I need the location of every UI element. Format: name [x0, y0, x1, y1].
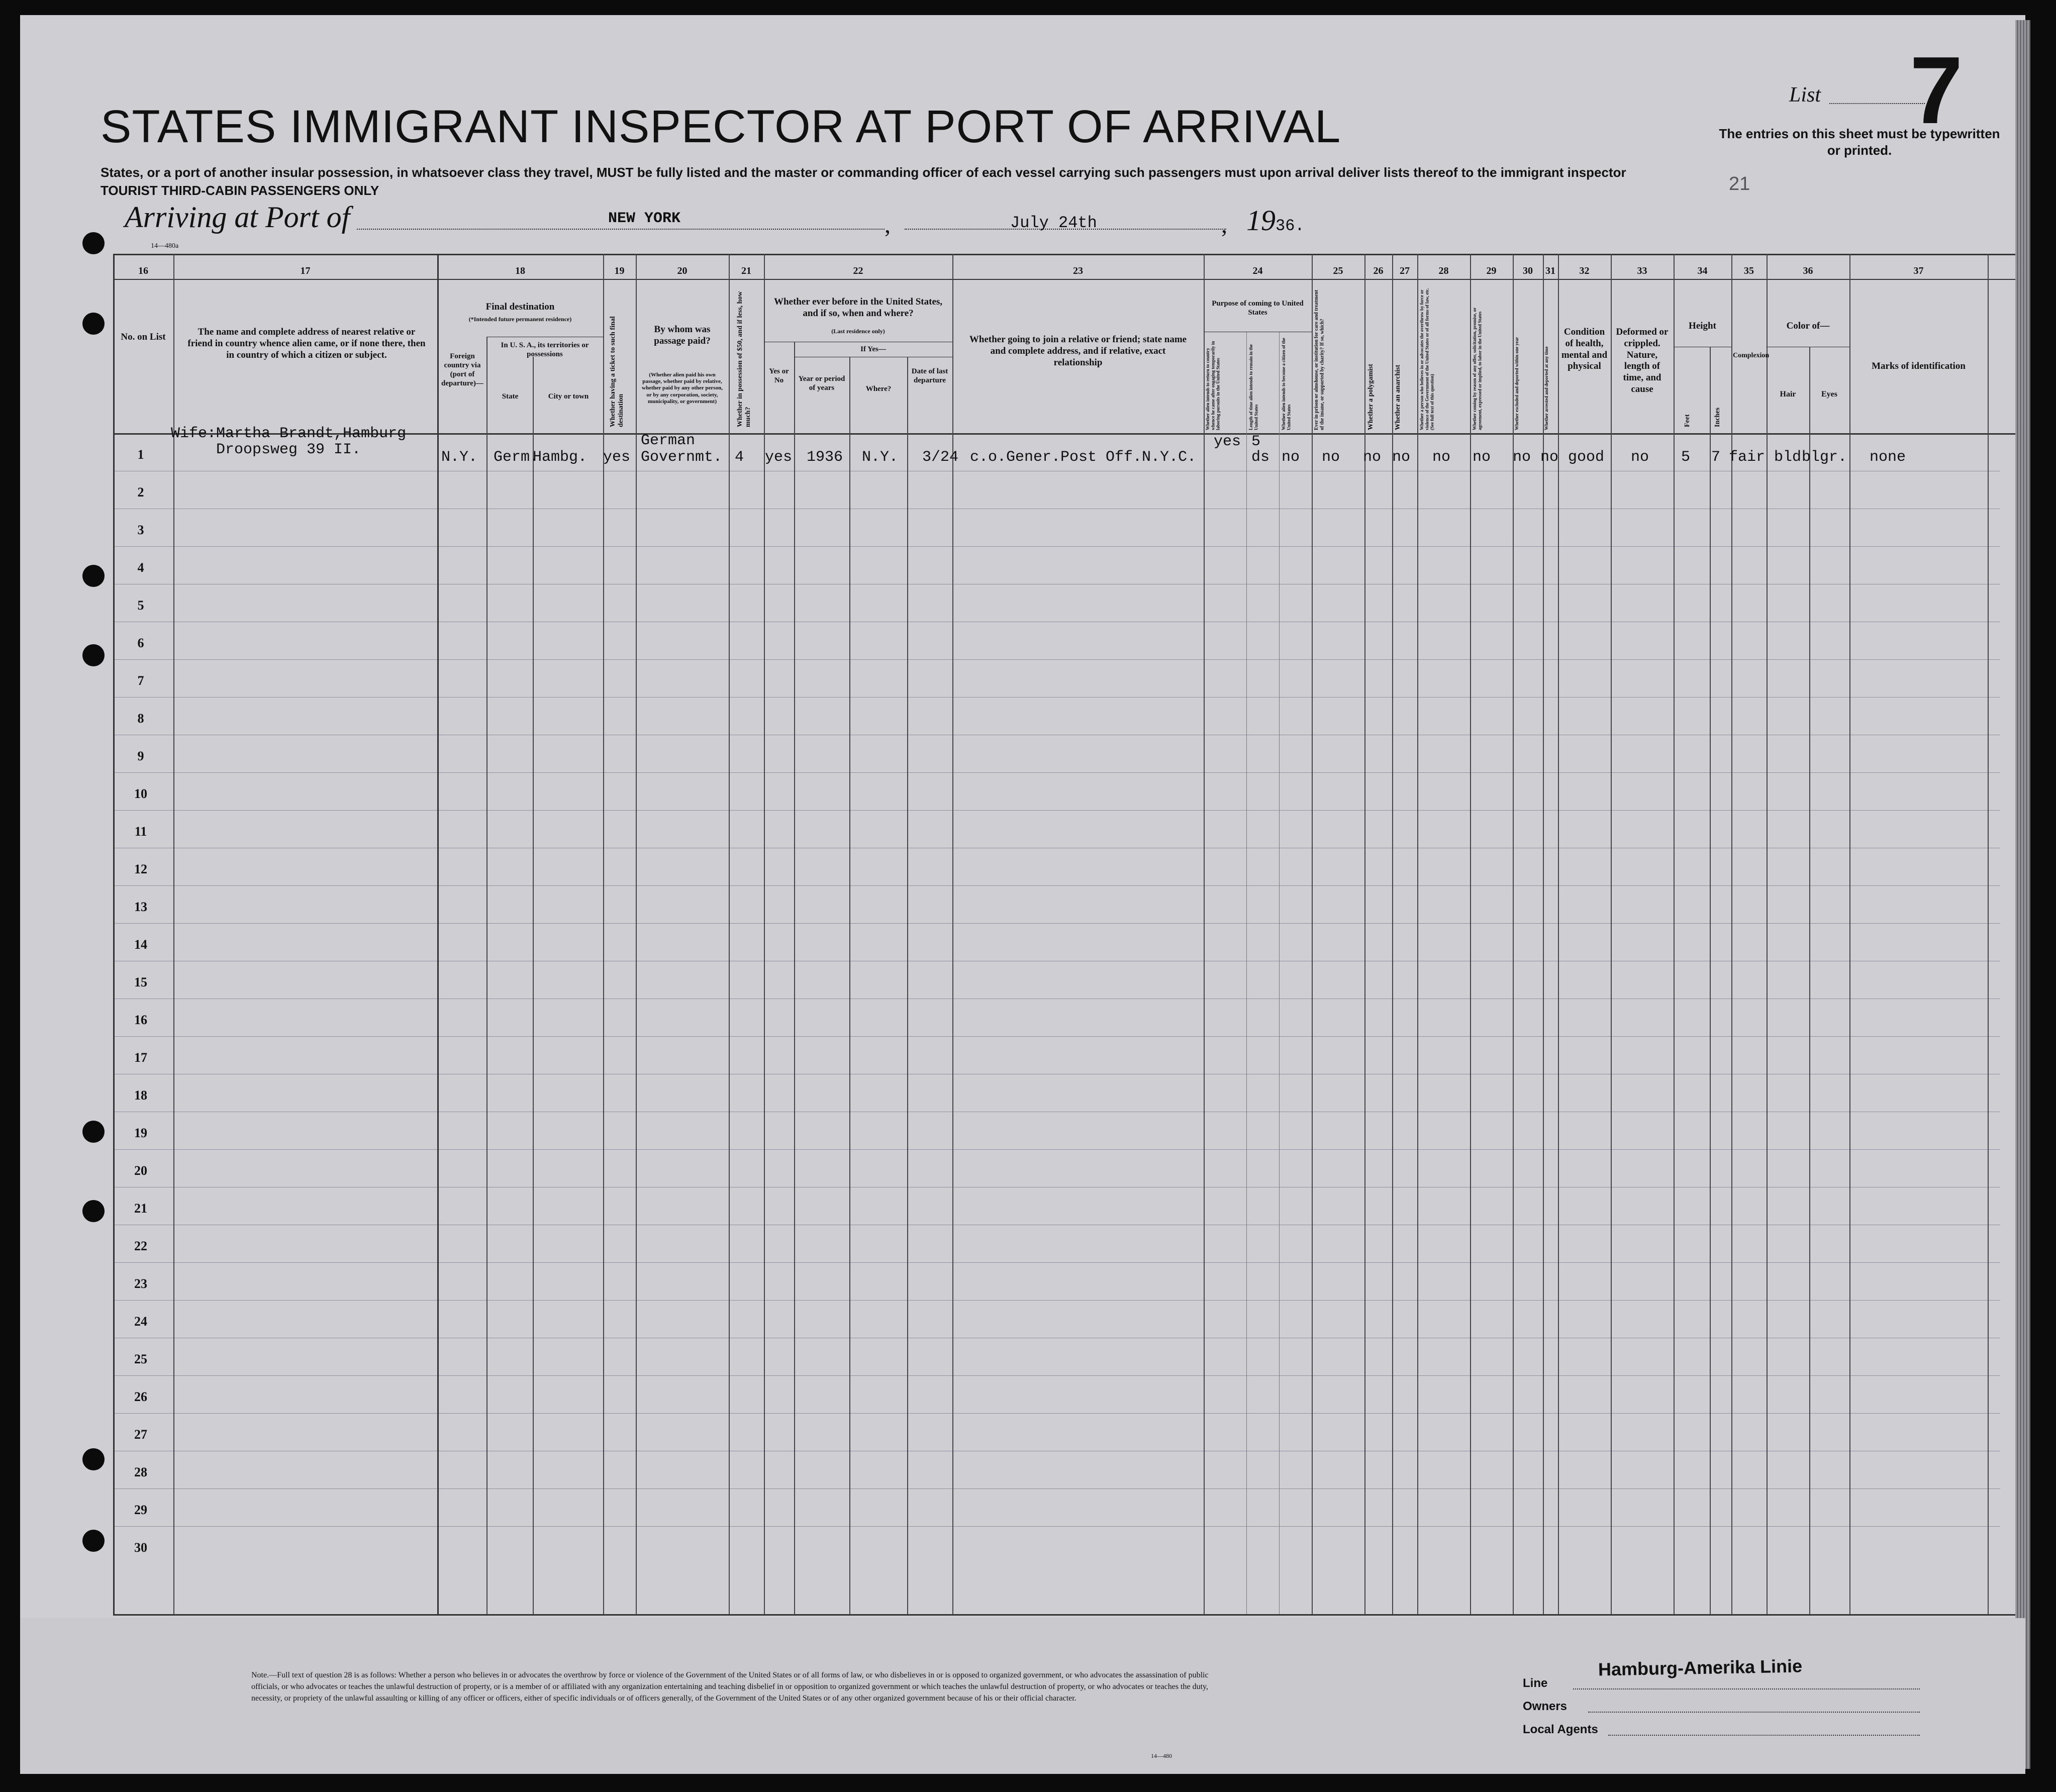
- year-prefix: 19: [1246, 204, 1276, 237]
- row-number: 8: [137, 711, 144, 726]
- owners-underline: [1588, 1712, 1920, 1713]
- cell-year: 1936: [807, 449, 843, 466]
- header-offer: Whether coming by reason of any offer, solicitation, promise, or agreement, expressed or implied, to labor in the United States: [1472, 308, 1483, 430]
- question-28-note: Note.—Full text of question 28 is as follows: Whether a person who believes in or advocates the overthrow by force or violence of the Government of the United States or of all forms of law, or who disbelieves in or is opposed to organized government, or who advocates the assassination of public officials, or who advocates or teaches the unlawful destruction of property, or is a member of or affiliated with any organization entertaining and teaching disbelief in or opposition to organized government or which teaches the unlawful destruction of property, or who advocates or teaches the duty, necessity, or propriety of the unlawful assaulting or killing of any officer or officers, either of specific individuals or of officers generally, of the Government of the United States or of any other organized government because of his or their official character.: [251, 1671, 1209, 1703]
- header-inches: Inches: [1714, 408, 1721, 427]
- cell-purpose-return: yes: [1214, 433, 1241, 450]
- header-height: Height: [1689, 321, 1716, 331]
- row-number: 2: [137, 485, 144, 500]
- passenger-class: TOURIST THIRD-CABIN PASSENGERS ONLY: [101, 183, 379, 198]
- cell-anarchist: no: [1392, 449, 1411, 466]
- row-number: 18: [134, 1088, 147, 1103]
- cell-offer: no: [1473, 449, 1491, 466]
- col-border: [1809, 347, 1810, 1614]
- col-border: [907, 357, 908, 1614]
- header-nearest-relative: The name and complete address of nearest relative or friend in country whence alien came, or if none there, then in country of which a citizen or subject.: [187, 327, 426, 360]
- row-number: 11: [134, 824, 147, 839]
- col-border: [794, 342, 795, 1614]
- col-number: 25: [1333, 265, 1343, 276]
- cell-eyes: blgr.: [1802, 449, 1847, 466]
- year-suffix: 36.: [1276, 217, 1305, 235]
- header-last-departure: Date of last departure: [911, 367, 948, 384]
- col-number: 32: [1579, 265, 1590, 276]
- separator: ,: [885, 212, 891, 238]
- col-border: [1204, 254, 1205, 1614]
- col-border: [173, 254, 174, 1614]
- row-number: 15: [134, 975, 147, 989]
- header-yes-or-no: Yes or No: [769, 367, 789, 384]
- punch-hole-icon: [82, 644, 105, 666]
- row-number: 27: [134, 1427, 147, 1442]
- instructions-text: States, or a port of another insular possession, in whatsoever class they travel, MUST be fully listed and the master or commanding officer of each vessel carrying such passengers must upon arrival deliver lists thereof to the immigrant inspector: [101, 165, 1626, 180]
- col-number: 21: [741, 265, 751, 276]
- row-line: [113, 1375, 2000, 1376]
- row-number: 24: [134, 1314, 147, 1329]
- row-number: 9: [137, 749, 144, 763]
- col-border: [1246, 332, 1247, 1614]
- row-line: [113, 1036, 2000, 1037]
- cell-ticket: yes: [603, 449, 631, 466]
- row-number: 30: [134, 1540, 147, 1555]
- col-number: 36: [1803, 265, 1813, 276]
- typewritten-note: The entries on this sheet must be typewritten or printed.: [1719, 126, 2000, 158]
- col-number: 34: [1697, 265, 1708, 276]
- cell-deported: no: [1540, 449, 1559, 466]
- col-number: 19: [614, 265, 625, 276]
- punch-hole-icon: [82, 313, 105, 335]
- cell-joining: c.o.Gener.Post Off.N.Y.C.: [970, 449, 1197, 466]
- header-final-destination-sub: (*Intended future permanent residence): [468, 316, 572, 323]
- punch-hole-icon: [82, 1200, 105, 1222]
- row-number: 7: [137, 673, 144, 688]
- header-color: Color of—: [1786, 321, 1830, 331]
- row-number: 21: [134, 1201, 147, 1216]
- row-number: 3: [137, 523, 144, 537]
- page-title: STATES IMMIGRANT INSPECTOR AT PORT OF ARRIVAL: [101, 101, 1341, 152]
- cell-citizen: no: [1282, 449, 1300, 466]
- row-number: 13: [134, 900, 147, 914]
- header-purpose: Purpose of coming to United States: [1212, 300, 1304, 317]
- row-line: [113, 1149, 2000, 1150]
- header-joining: Whether going to join a relative or friend; state name and complete address, and if relative, exact relationship: [969, 334, 1187, 368]
- col-number: 17: [300, 265, 311, 276]
- header-citizen: Whether alien intends to become a citizen of the United States: [1281, 338, 1292, 430]
- col-border: [1611, 254, 1612, 1614]
- table-top-border: [113, 254, 2015, 255]
- row-number: 25: [134, 1352, 147, 1366]
- row-number: 14: [134, 937, 147, 952]
- header-eyes: Eyes: [1821, 390, 1837, 399]
- list-label: List: [1789, 83, 1821, 107]
- col-number: 37: [1913, 265, 1924, 276]
- cell-paid-by-line1: German: [641, 432, 696, 449]
- table-bottom-border: [113, 1614, 2015, 1616]
- col-number: 31: [1545, 265, 1555, 276]
- cell-length-num: 5: [1251, 433, 1261, 450]
- arrival-date: July 24th: [1010, 214, 1097, 232]
- header-state: State: [502, 392, 519, 401]
- row-number: 17: [134, 1050, 147, 1065]
- col-border: [1710, 347, 1711, 1614]
- row-number: 10: [134, 786, 147, 801]
- col-border: [533, 357, 534, 1614]
- col-border: [1767, 254, 1768, 1614]
- col-border: [1470, 254, 1471, 1614]
- punch-hole-icon: [82, 232, 105, 254]
- punch-hole-icon: [82, 565, 105, 587]
- row-line: [113, 885, 2000, 886]
- header-deported: Whether arrested and deported at any time: [1544, 346, 1549, 430]
- local-agents-label: Local Agents: [1523, 1723, 1598, 1736]
- cell-last-departure: 3/24: [922, 449, 959, 466]
- row-number: 5: [137, 598, 144, 613]
- col-number: 18: [515, 265, 525, 276]
- row-line: [113, 923, 2000, 924]
- header-overthrow: Whether a person who believes in or advocates the overthrow by force or violence of the Government of the United States or of all forms of law, etc. (See full text of this question): [1419, 288, 1435, 430]
- cell-where: N.Y.: [862, 449, 899, 466]
- header-ever-before: Whether ever before in the United States, and if so, when and where?: [773, 296, 943, 319]
- arrival-year: [1246, 204, 1305, 237]
- row-number: 16: [134, 1013, 147, 1027]
- cell-excluded: no: [1513, 449, 1531, 466]
- col-number: 20: [677, 265, 688, 276]
- row-line: [113, 659, 2000, 660]
- row-line: [113, 1526, 2000, 1527]
- col-number: 24: [1252, 265, 1263, 276]
- col-border: [1674, 254, 1675, 1614]
- cell-prison: no: [1322, 449, 1340, 466]
- cell-marks: none: [1870, 449, 1906, 466]
- row-number: 19: [134, 1126, 147, 1140]
- header-prison: Ever in prison or almshouse, or institution for care and treatment of the insane, or supported by charity? If so, which?: [1314, 289, 1325, 430]
- sheet-number: 21: [1729, 173, 1750, 194]
- row-number: 20: [134, 1163, 147, 1178]
- col-border: [729, 254, 730, 1614]
- cell-health: good: [1568, 449, 1605, 466]
- header-complexion: Complexion: [1733, 352, 1770, 359]
- cell-polygamist: no: [1363, 449, 1382, 466]
- col-number: 35: [1744, 265, 1754, 276]
- cell-inches: 7: [1711, 449, 1721, 466]
- header-where: Where?: [865, 385, 892, 393]
- col-border: [1417, 254, 1418, 1614]
- agents-underline: [1608, 1735, 1920, 1736]
- header-final-destination: Final destination: [485, 302, 555, 312]
- cell-length-unit: ds: [1251, 449, 1270, 466]
- arrival-port: NEW YORK: [608, 210, 681, 227]
- cell-complexion: fair: [1729, 449, 1766, 466]
- header-length-stay: Length of time alien intends to remain in the United States: [1248, 344, 1259, 430]
- stacked-page-edges: [2015, 20, 2030, 1769]
- header-city: City or town: [548, 392, 589, 401]
- header-hair: Hair: [1780, 390, 1796, 399]
- col-border: [486, 337, 487, 1614]
- col-number: 28: [1438, 265, 1449, 276]
- row-number: 22: [134, 1239, 147, 1253]
- row-number: 4: [137, 560, 144, 575]
- header-year: Year or period of years: [798, 375, 845, 392]
- col-number: 23: [1073, 265, 1083, 276]
- col-border: [1279, 332, 1280, 1614]
- cell-relative-line2: Droopsweg 39 II.: [216, 441, 361, 458]
- col-number: 16: [138, 265, 148, 276]
- cell-state: Germ.: [494, 449, 539, 466]
- col-border: [1312, 254, 1313, 1614]
- row-line: [113, 1300, 2000, 1301]
- header-foreign-country: Foreign country via (port of departure)—: [441, 352, 483, 387]
- header-purpose-return: Whether alien intends to return to country whence he came after engaging temporarily in laboring pursuits in the United States: [1205, 341, 1221, 430]
- header-deformed: Deformed or crippled. Nature, length of time, and cause: [1616, 327, 1669, 394]
- row-line: [113, 810, 2000, 811]
- footer-form-code: 14—480: [1151, 1752, 1172, 1759]
- arriving-label: Arriving at Port of: [125, 201, 350, 234]
- col-number: 26: [1373, 265, 1384, 276]
- header-feet: Feet: [1684, 414, 1691, 427]
- cell-feet: 5: [1681, 449, 1691, 466]
- col-number: 27: [1400, 265, 1410, 276]
- cell-money: 4: [735, 449, 744, 466]
- separator: ,: [1221, 212, 1227, 238]
- header-excluded: Whether excluded and deported within one year: [1514, 337, 1519, 430]
- col-number: 22: [853, 265, 863, 276]
- col-border: [437, 254, 439, 1614]
- cell-city: Hambg.: [533, 449, 588, 466]
- header-passage-paid: By whom was passage paid?: [654, 324, 711, 346]
- cell-overthrow: no: [1432, 449, 1451, 466]
- header-polygamist: Whether a polygamist: [1367, 364, 1375, 430]
- row-number: 23: [134, 1276, 147, 1291]
- column-number-divider: [113, 279, 2015, 280]
- header-anarchist: Whether an anarchist: [1394, 364, 1402, 430]
- col-border: [1988, 254, 1989, 1614]
- row-number: 29: [134, 1503, 147, 1517]
- header-passage-paid-sub: (Whether alien paid his own passage, whether paid by relative, whether paid by any other person, or by any corporation, society, municipality, or government): [642, 372, 723, 405]
- row-number: 1: [137, 447, 144, 462]
- port-underline: [357, 229, 885, 230]
- row-line: [113, 1413, 2000, 1414]
- header-ever-before-sub: (Last residence only): [831, 328, 885, 335]
- row-number: 6: [137, 636, 144, 650]
- cell-relative-line1: Wife:Martha Brandt,Hamburg: [171, 425, 407, 442]
- row-number: 28: [134, 1465, 147, 1479]
- col-number: 30: [1523, 265, 1533, 276]
- owners-label: Owners: [1523, 1700, 1568, 1713]
- header-marks: Marks of identification: [1872, 361, 1966, 371]
- list-number: 7: [1910, 37, 1963, 144]
- form-code: 14—480a: [151, 242, 179, 250]
- cell-been-before: yes: [765, 449, 793, 466]
- row-number: 26: [134, 1389, 147, 1404]
- header-ticket: Whether having a ticket to such final destination: [609, 316, 625, 427]
- shipping-line-stamp: Hamburg-Amerika Linie: [1598, 1655, 1803, 1680]
- punch-hole-icon: [82, 1448, 105, 1470]
- col-border: [849, 357, 850, 1614]
- col-number: 33: [1637, 265, 1647, 276]
- col-number: 29: [1486, 265, 1497, 276]
- row-line: [113, 1262, 2000, 1263]
- row-line: [113, 697, 2000, 698]
- header-health: Condition of health, mental and physical: [1561, 327, 1608, 372]
- punch-hole-icon: [82, 1121, 105, 1143]
- row-line: [113, 546, 2000, 547]
- header-money: Whether in possession of $50, and if less, how much?: [736, 291, 752, 427]
- header-in-usa: In U. S. A., its territories or possessions: [501, 341, 589, 358]
- punch-hole-icon: [82, 1530, 105, 1552]
- cell-foreign-country: N.Y.: [441, 449, 478, 466]
- line-underline: [1573, 1688, 1920, 1689]
- row-line: [113, 772, 2000, 773]
- row-line: [113, 1488, 2000, 1489]
- cell-hair: bld: [1774, 449, 1802, 466]
- line-label: Line: [1523, 1676, 1548, 1690]
- header-if-yes: If Yes—: [860, 345, 886, 353]
- cell-paid-by-line2: Governmt.: [641, 449, 723, 466]
- row-number: 12: [134, 862, 147, 876]
- col-border: [636, 254, 637, 1614]
- header-no-on-list: No. on List: [121, 332, 166, 342]
- cell-deformed: no: [1631, 449, 1649, 466]
- col-border: [1849, 254, 1850, 1614]
